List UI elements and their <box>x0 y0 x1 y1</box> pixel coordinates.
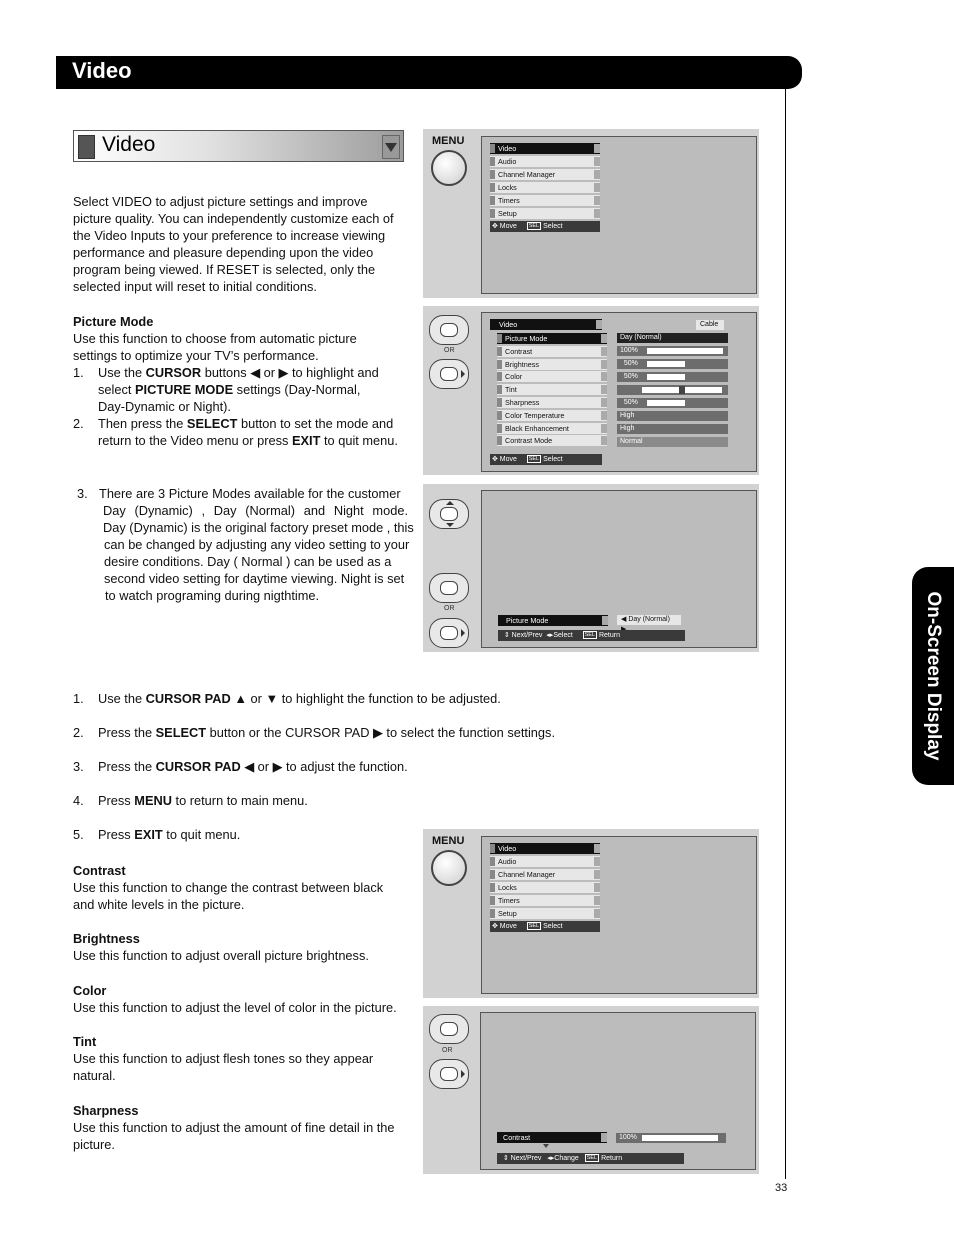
tv-screen <box>481 836 757 994</box>
intro-line: selected input will reset to initial conditions. <box>73 279 317 294</box>
page-header-title: Video <box>72 58 132 83</box>
menu-button-label: MENU <box>432 835 465 847</box>
menu-item-video[interactable]: Video <box>490 143 600 154</box>
contrast-level[interactable]: 100% <box>616 1133 726 1143</box>
video-menu-item[interactable]: Black Enhancement <box>497 423 607 434</box>
color-value: 50% <box>617 372 728 382</box>
video-menu-item[interactable]: Color Temperature <box>497 410 607 421</box>
picture-mode-label: Picture Mode <box>498 615 608 626</box>
function-item: Contrast Use this function to change the contrast between black and white levels in the picture. <box>73 863 384 912</box>
arrow-right-icon <box>461 370 465 378</box>
menu-item-timers[interactable]: Timers <box>490 895 600 906</box>
picture-mode-heading: Picture Mode <box>73 314 154 329</box>
updown-icon: ⇕ <box>503 632 510 639</box>
cursor-pad-right[interactable] <box>429 359 469 389</box>
square-icon <box>78 135 95 159</box>
arrow-right-icon <box>461 1070 465 1078</box>
input-source-badge: Cable <box>696 320 724 330</box>
cursor-pad-right[interactable] <box>429 1059 469 1089</box>
video-menu-item[interactable]: Brightness <box>497 359 607 370</box>
arrow-right-icon <box>461 629 465 637</box>
menu-footer: ✥ Move SEL Select <box>490 921 600 932</box>
osd-panel-main-menu-2 <box>423 829 759 998</box>
tv-screen <box>481 312 757 472</box>
page-header <box>56 56 802 89</box>
step-item: 1. Use the CURSOR PAD ▲ or ▼ to highlight the function to be adjusted. <box>73 691 501 706</box>
menu-button[interactable] <box>431 150 467 186</box>
contrast-value: 100% <box>617 346 728 356</box>
or-label: OR <box>444 347 455 354</box>
tv-screen <box>481 136 757 294</box>
section-title: Video <box>102 133 156 156</box>
tv-screen <box>480 1012 756 1170</box>
step-item: 1. Use the CURSOR buttons ◀ or ▶ to highlight and select PICTURE MODE settings (Day-Normal, Day-Dynamic or Night). <box>73 365 379 414</box>
cursor-pad-updown[interactable] <box>429 499 469 529</box>
step-item: 3. Press the CURSOR PAD ◀ or ▶ to adjust the function. <box>73 759 408 774</box>
video-menu-item[interactable]: Tint <box>497 384 607 395</box>
leftright-icon: ◂▸ <box>547 1155 555 1162</box>
step-3-block: 3. There are 3 Picture Modes available for the customer Day (Dynamic) , Day (Normal) and Night mode. Day (Dynamic) is the original factory preset mode , this can be changed by adjusting any video setting to your desire conditions. Day ( Normal ) can be used as a second video setting for daytime viewing. Night is set to watch programing during nigthtime. <box>77 486 414 603</box>
select-button[interactable] <box>429 1014 469 1044</box>
cursor-pad-right[interactable] <box>429 618 469 648</box>
cursor-pad[interactable] <box>429 315 469 345</box>
picture-mode-selector[interactable]: ◀ Day (Normal) <box>617 615 681 625</box>
side-tab <box>912 567 954 785</box>
brightness-value: 50% <box>617 359 728 369</box>
page-number: 33 <box>775 1182 788 1194</box>
menu-item-locks[interactable]: Locks <box>490 882 600 893</box>
section-title-bar <box>73 130 404 162</box>
or-label: OR <box>444 605 455 612</box>
menu-footer: ✥ Move SEL Select <box>490 454 602 465</box>
black-enhancement-value: High <box>617 424 728 434</box>
menu-button[interactable] <box>431 850 467 886</box>
menu-footer: ⇕ Next/Prev ◂▸Change SEL Return <box>497 1153 684 1164</box>
menu-item-audio[interactable]: Audio <box>490 856 600 867</box>
picture-mode-desc: Use this function to choose from automatic picture <box>73 331 357 346</box>
picture-mode-desc: settings to optimize your TV’s performance. <box>73 348 319 363</box>
intro-line: picture quality. You can independently customize each of <box>73 211 394 226</box>
video-menu-item[interactable]: Contrast <box>497 346 607 357</box>
menu-footer: ✥ Move SEL Select <box>490 221 600 232</box>
move-icon: ✥ <box>491 923 498 930</box>
menu-button-label: MENU <box>432 135 465 147</box>
osd-panel-main-menu <box>423 129 759 298</box>
leftright-icon: ◂▸ <box>546 632 554 639</box>
video-menu-title: Video <box>490 319 602 330</box>
step-item: 4. Press MENU to return to main menu. <box>73 793 308 808</box>
step-item: 5. Press EXIT to quit menu. <box>73 827 241 842</box>
chevron-down-icon <box>543 1144 549 1148</box>
function-item: Sharpness Use this function to adjust the amount of fine detail in the picture. <box>73 1103 395 1152</box>
video-menu-item[interactable]: Sharpness <box>497 397 607 408</box>
sharpness-value: 50% <box>617 398 728 408</box>
margin-rule <box>785 89 786 1179</box>
menu-item-setup[interactable]: Setup <box>490 908 600 919</box>
menu-item-timers[interactable]: Timers <box>490 195 600 206</box>
tint-value <box>617 385 728 395</box>
function-item: Color Use this function to adjust the level of color in the picture. <box>73 983 397 1015</box>
functions-list <box>73 862 423 1153</box>
tv-screen <box>481 490 757 648</box>
color-temperature-value: High <box>617 411 728 421</box>
osd-panel-video-menu <box>423 306 759 475</box>
menu-item-channel-manager[interactable]: Channel Manager <box>490 869 600 880</box>
menu-item-audio[interactable]: Audio <box>490 156 600 167</box>
move-icon: ✥ <box>491 223 498 230</box>
intro-line: program being viewed. If RESET is selected, only the <box>73 262 376 277</box>
menu-item-locks[interactable]: Locks <box>490 182 600 193</box>
function-item: Brightness Use this function to adjust overall picture brightness. <box>73 931 369 963</box>
select-button[interactable] <box>429 573 469 603</box>
intro-text <box>73 193 418 295</box>
osd-panel-contrast <box>423 1006 759 1174</box>
osd-panel-picture-mode <box>423 484 759 652</box>
arrow-down-icon <box>446 523 454 527</box>
video-menu-item[interactable]: Contrast Mode <box>497 435 607 446</box>
menu-footer: ⇕ Next/Prev ◂▸Select SEL Return <box>498 630 685 641</box>
picture-mode-value: Day (Normal) <box>617 333 728 343</box>
menu-item-channel-manager[interactable]: Channel Manager <box>490 169 600 180</box>
move-icon: ✥ <box>491 456 498 463</box>
intro-line: the Video Inputs to your preference to increase viewing <box>73 228 386 243</box>
step-item: 2. Then press the SELECT button to set the mode and return to the Video menu or press EXIT to quit menu. <box>73 416 398 448</box>
picture-mode-block <box>73 313 418 449</box>
intro-line: performance and pleasure depending upon the video <box>73 245 374 260</box>
or-label: OR <box>442 1047 453 1054</box>
chevron-down-icon <box>382 135 400 159</box>
side-tab-label: On-Screen Display <box>923 591 944 761</box>
menu-item-setup[interactable]: Setup <box>490 208 600 219</box>
menu-item-video[interactable]: Video <box>490 843 600 854</box>
video-menu-item[interactable]: Color <box>497 371 607 382</box>
step-item: 2. Press the SELECT button or the CURSOR PAD ▶ to select the function settings. <box>73 725 555 740</box>
contrast-mode-value: Normal <box>617 437 728 447</box>
updown-icon: ⇕ <box>502 1155 509 1162</box>
arrow-up-icon <box>446 501 454 505</box>
function-item: Tint Use this function to adjust flesh tones so they appear natural. <box>73 1034 374 1083</box>
video-menu-item[interactable]: Picture Mode <box>497 333 607 344</box>
intro-line: Select VIDEO to adjust picture settings and improve <box>73 194 368 209</box>
contrast-label: Contrast <box>497 1132 607 1143</box>
